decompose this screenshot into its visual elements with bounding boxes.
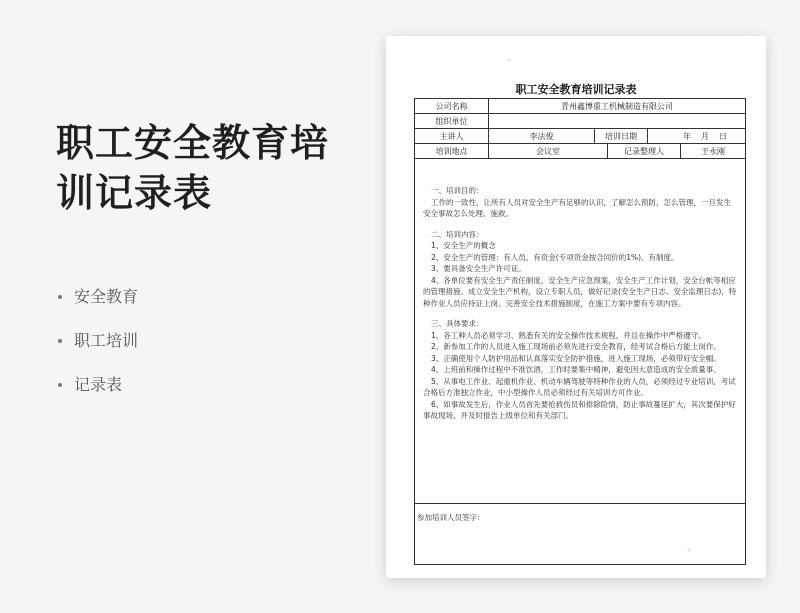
purpose-heading: 一、培训目的： xyxy=(431,186,484,195)
signature-label: 参加培训人员签字： xyxy=(417,513,485,522)
location-value: 会议室 xyxy=(489,144,608,158)
recorder-label: 记录整理人 xyxy=(608,144,681,158)
requirement-item: 6、如事故发生后，作业人员首先要抢救伤员和排除险情，防止事故蔓延扩大，其次要保护好事故现场，并及时报告上级单位和有关部门。 xyxy=(423,399,736,420)
lecturer-value: 李法俊 xyxy=(489,129,595,143)
content-item: 2、安全生产的管理：有人员、有资金(专项资金按合同价的1%)、有制度。 xyxy=(431,252,679,262)
document-preview xyxy=(386,36,766,578)
requirement-item: 4、上班前和操作过程中不准饮酒，工作时要集中精神，避免因大意造成的安全质量事。 xyxy=(431,365,721,374)
date-year: 年 xyxy=(683,131,691,141)
purpose-text: 工作的一致性，让所有人员对安全生产有足够的认识，了解怎么预防，怎么管理，一旦发生安全事故怎么处理、施救。 xyxy=(423,197,731,218)
requirement-item: 2、新参加工作的人员进入施工现场前必须先进行安全教育，经考试合格后方能上岗作。 xyxy=(431,342,721,351)
cover-title: 职工安全教育培训记录表 xyxy=(56,121,330,215)
date-label: 培训日期 xyxy=(595,129,648,143)
requirements-heading: 三、具体要求： xyxy=(431,319,484,328)
tag-item: 记录表 xyxy=(56,370,138,414)
watermark-mark: ✦ xyxy=(684,545,695,556)
requirement-item: 1、各工种人员必须学习、熟悉有关的安全操作技术规程，并且在操作中严格遵守。 xyxy=(431,330,706,340)
signature-section xyxy=(415,504,745,564)
requirement-item: 3、正确使用个人防护用品和认真落实安全防护措施，进入施工现场，必须带好安全帽。 xyxy=(431,353,721,363)
content-item: 4、各单位要有安全生产责任制度，安全生产应急预案，安全生产工作计划，安全台帐等相应的管理措施。成立安全生产机构，设立专职人员，做好记录(安全生产日志、安全监理日志)，特种作业人员应持证上岗。完善安全技术措施制度，在施工方案中要有专项内容。 xyxy=(423,275,737,308)
date-day: 日 xyxy=(719,131,727,141)
form-row-organization xyxy=(415,114,745,129)
watermark-mark: ✦ xyxy=(504,55,515,66)
form-row-location-recorder xyxy=(415,144,745,159)
content-item: 3、要具备安全生产许可证。 xyxy=(431,264,526,273)
location-label: 培训地点 xyxy=(415,144,489,158)
recorder-value: 王永刚 xyxy=(701,146,725,156)
content-heading: 二、培训内容： xyxy=(431,229,484,239)
training-content xyxy=(415,159,745,504)
date-value xyxy=(648,129,745,143)
tag-list xyxy=(56,282,138,414)
lecturer-label: 主讲人 xyxy=(415,129,489,143)
form-row-company xyxy=(415,99,745,114)
record-form xyxy=(414,98,746,565)
requirement-item: 5、从事电工作业、起重机作业、机动车辆驾驶等特种作业的人员，必须经过专业培训，考试合格后方准独立作业，中小型操作人员必须经过有关培训方可作业。 xyxy=(423,376,736,397)
tag-item: 安全教育 xyxy=(56,282,138,326)
organization-label: 组织单位 xyxy=(415,114,489,128)
company-value: 青州鑫博重工机械制造有限公司 xyxy=(561,101,673,111)
content-item: 1、安全生产的概念 xyxy=(431,241,496,250)
tag-item: 职工培训 xyxy=(56,326,138,370)
date-month: 月 xyxy=(701,131,709,141)
organization-value xyxy=(489,114,745,128)
document-title: 职工安全教育培训记录表 xyxy=(515,83,637,96)
company-label: 公司名称 xyxy=(415,99,489,113)
form-row-lecturer-date xyxy=(415,129,745,144)
